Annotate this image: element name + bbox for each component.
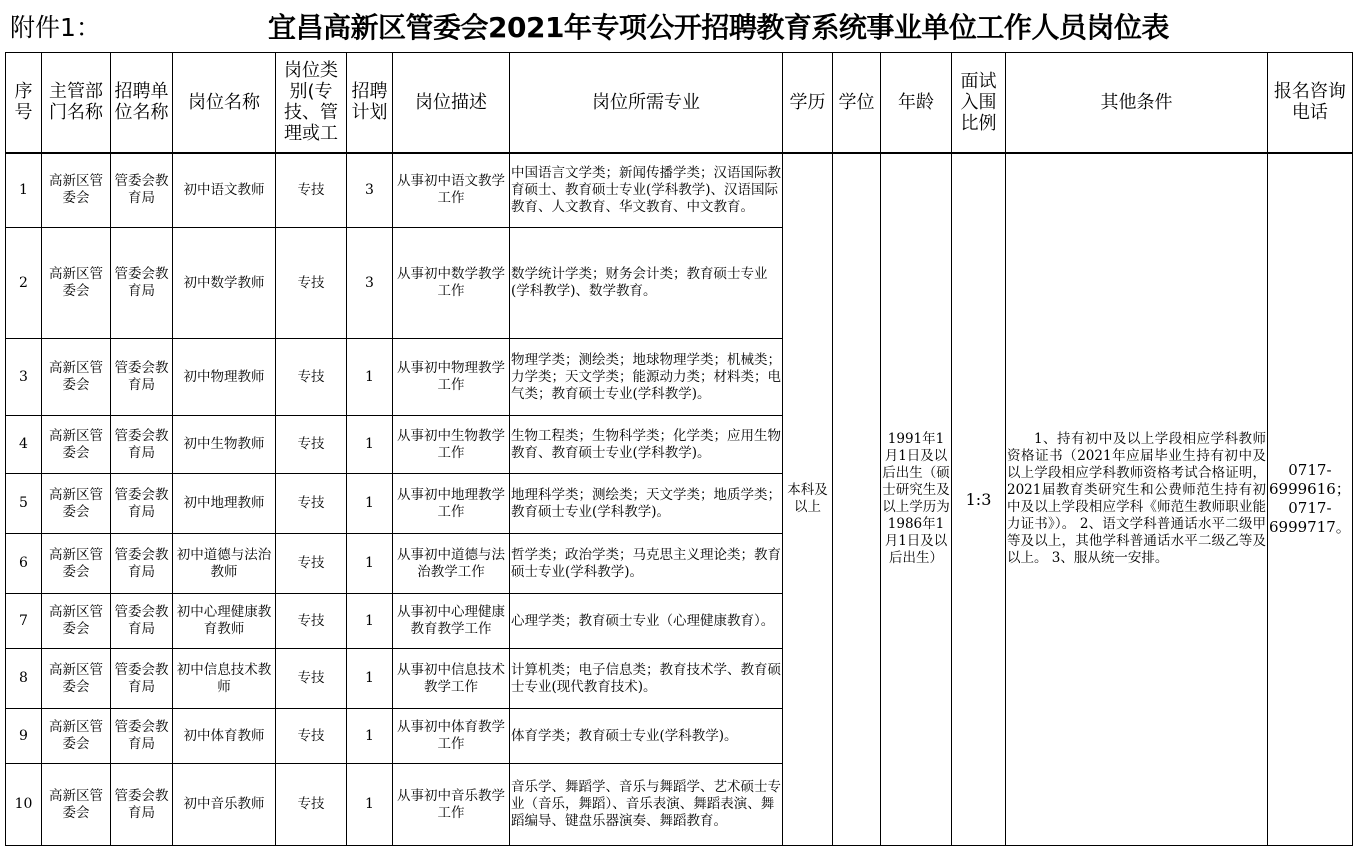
- category-cell: 专技: [276, 764, 347, 846]
- major-cell: 心理学类；教育硕士专业（心理健康教育）。: [510, 594, 783, 649]
- unit-cell: 管委会教育局: [111, 594, 173, 649]
- header-cell: 其他条件: [1006, 53, 1268, 153]
- header-cell: 面试入围比例: [952, 53, 1006, 153]
- department-cell: 高新区管委会: [42, 153, 111, 228]
- header-cell: 报名咨询电话: [1268, 53, 1353, 153]
- header-cell: 年龄: [881, 53, 952, 153]
- major-cell: 生物工程类；生物科学类；化学类；应用生物教育、教育硕士专业(学科教学)。: [510, 416, 783, 474]
- post-name-cell: 初中道德与法治教师: [173, 534, 276, 594]
- post-name-cell: 初中数学教师: [173, 228, 276, 339]
- unit-cell: 管委会教育局: [111, 228, 173, 339]
- header-cell: 招聘单位名称: [111, 53, 173, 153]
- header-cell: 学历: [783, 53, 833, 153]
- row-number: 9: [6, 709, 42, 764]
- plan-cell: 1: [347, 594, 393, 649]
- degree-cell: [833, 153, 881, 846]
- category-cell: 专技: [276, 228, 347, 339]
- department-cell: 高新区管委会: [42, 416, 111, 474]
- plan-cell: 1: [347, 764, 393, 846]
- description-cell: 从事初中生物教学工作: [393, 416, 510, 474]
- description-cell: 从事初中物理教学工作: [393, 339, 510, 416]
- row-number: 5: [6, 474, 42, 534]
- major-cell: 物理学类；测绘类；地球物理学类；机械类；力学类；天文学类；能源动力类；材料类；电气类；教育硕士专业(学科教学)。: [510, 339, 783, 416]
- unit-cell: 管委会教育局: [111, 764, 173, 846]
- row-number: 8: [6, 649, 42, 709]
- plan-cell: 3: [347, 228, 393, 339]
- post-name-cell: 初中体育教师: [173, 709, 276, 764]
- plan-cell: 1: [347, 649, 393, 709]
- category-cell: 专技: [276, 649, 347, 709]
- header-row: [6, 53, 1353, 153]
- header-cell: 岗位名称: [173, 53, 276, 153]
- unit-cell: 管委会教育局: [111, 534, 173, 594]
- phone-cell: 0717-6999616；0717-6999717。: [1268, 153, 1353, 846]
- category-cell: 专技: [276, 339, 347, 416]
- description-cell: 从事初中音乐教学工作: [393, 764, 510, 846]
- row-number: 1: [6, 153, 42, 228]
- row-number: 6: [6, 534, 42, 594]
- header-cell: 招聘计划: [347, 53, 393, 153]
- row-number: 3: [6, 339, 42, 416]
- unit-cell: 管委会教育局: [111, 709, 173, 764]
- major-cell: 音乐学、舞蹈学、音乐与舞蹈学、艺术硕士专业（音乐，舞蹈）、音乐表演、舞蹈表演、舞蹈编导、键盘乐器演奏、舞蹈教育。: [510, 764, 783, 846]
- category-cell: 专技: [276, 474, 347, 534]
- department-cell: 高新区管委会: [42, 228, 111, 339]
- category-cell: 专技: [276, 594, 347, 649]
- table-row: [6, 153, 1353, 228]
- unit-cell: 管委会教育局: [111, 153, 173, 228]
- category-cell: 专技: [276, 416, 347, 474]
- category-cell: 专技: [276, 709, 347, 764]
- major-cell: 地理科学类；测绘类；天文学类；地质学类；教育硕士专业(学科教学)。: [510, 474, 783, 534]
- header-cell: 岗位所需专业: [510, 53, 783, 153]
- major-cell: 体育学类；教育硕士专业(学科教学)。: [510, 709, 783, 764]
- department-cell: 高新区管委会: [42, 709, 111, 764]
- plan-cell: 3: [347, 153, 393, 228]
- unit-cell: 管委会教育局: [111, 649, 173, 709]
- department-cell: 高新区管委会: [42, 474, 111, 534]
- category-cell: 专技: [276, 534, 347, 594]
- description-cell: 从事初中数学教学工作: [393, 228, 510, 339]
- major-cell: 数学统计学类；财务会计类；教育硕士专业(学科教学)、数学教育。: [510, 228, 783, 339]
- description-cell: 从事初中地理教学工作: [393, 474, 510, 534]
- plan-cell: 1: [347, 709, 393, 764]
- unit-cell: 管委会教育局: [111, 416, 173, 474]
- row-number: 2: [6, 228, 42, 339]
- header-cell: 岗位描述: [393, 53, 510, 153]
- positions-table: [5, 52, 1353, 846]
- other-conditions-cell: 1、持有初中及以上学段相应学科教师资格证书（2021年应届毕业生持有初中及以上学段相应学科教师资格考试合格证明，2021届教育类研究生和公费师范生持有初中及以上学段相应学科《师范生教师职业能力证书》）。 2、语文学科普通话水平二级甲等及以上，其他学科普通话水平二级乙等及以上。 3、服从统一安排。: [1006, 153, 1268, 846]
- row-number: 7: [6, 594, 42, 649]
- header-cell: 主管部门名称: [42, 53, 111, 153]
- post-name-cell: 初中生物教师: [173, 416, 276, 474]
- description-cell: 从事初中体育教学工作: [393, 709, 510, 764]
- row-number: 10: [6, 764, 42, 846]
- unit-cell: 管委会教育局: [111, 339, 173, 416]
- post-name-cell: 初中物理教师: [173, 339, 276, 416]
- page-heading: [0, 0, 1362, 50]
- plan-cell: 1: [347, 416, 393, 474]
- header-cell: 学位: [833, 53, 881, 153]
- education-cell: 本科及以上: [783, 153, 833, 846]
- category-cell: 专技: [276, 153, 347, 228]
- post-name-cell: 初中音乐教师: [173, 764, 276, 846]
- description-cell: 从事初中心理健康教育教学工作: [393, 594, 510, 649]
- page-title: 宜昌高新区管委会2021年专项公开招聘教育系统事业单位工作人员岗位表: [268, 11, 1169, 44]
- post-name-cell: 初中地理教师: [173, 474, 276, 534]
- department-cell: 高新区管委会: [42, 764, 111, 846]
- description-cell: 从事初中信息技术教学工作: [393, 649, 510, 709]
- header-cell: 序号: [6, 53, 42, 153]
- description-cell: 从事初中道德与法治教学工作: [393, 534, 510, 594]
- department-cell: 高新区管委会: [42, 534, 111, 594]
- major-cell: 计算机类；电子信息类；教育技术学、教育硕士专业(现代教育技术)。: [510, 649, 783, 709]
- row-number: 4: [6, 416, 42, 474]
- major-cell: 哲学类；政治学类；马克思主义理论类；教育硕士专业(学科教学)。: [510, 534, 783, 594]
- description-cell: 从事初中语文教学工作: [393, 153, 510, 228]
- post-name-cell: 初中心理健康教育教师: [173, 594, 276, 649]
- department-cell: 高新区管委会: [42, 649, 111, 709]
- age-cell: 1991年1月1日及以后出生（硕士研究生及以上学历为1986年1月1日及以后出生）: [881, 153, 952, 846]
- ratio-cell: 1:3: [952, 153, 1006, 846]
- attachment-label: 附件1：: [10, 13, 101, 42]
- post-name-cell: 初中信息技术教师: [173, 649, 276, 709]
- department-cell: 高新区管委会: [42, 339, 111, 416]
- department-cell: 高新区管委会: [42, 594, 111, 649]
- major-cell: 中国语言文学类；新闻传播学类；汉语国际教育硕士、教育硕士专业(学科教学)、汉语国际教育、人文教育、华文教育、中文教育。: [510, 153, 783, 228]
- plan-cell: 1: [347, 534, 393, 594]
- post-name-cell: 初中语文教师: [173, 153, 276, 228]
- header-cell: 岗位类别(专技、管理或工: [276, 53, 347, 153]
- plan-cell: 1: [347, 474, 393, 534]
- unit-cell: 管委会教育局: [111, 474, 173, 534]
- plan-cell: 1: [347, 339, 393, 416]
